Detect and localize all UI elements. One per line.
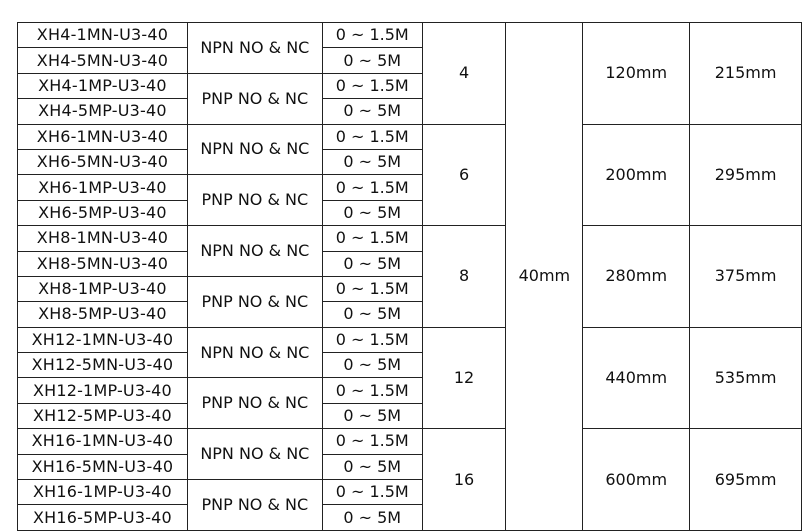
- model-cell: XH4-1MN-U3-40: [18, 23, 188, 48]
- range-cell: 0 ~ 1.5M: [322, 23, 422, 48]
- model-cell: XH16-5MP-U3-40: [18, 505, 188, 530]
- model-cell: XH6-1MP-U3-40: [18, 175, 188, 200]
- output-type-cell: PNP NO & NC: [187, 480, 322, 531]
- range-cell: 0 ~ 1.5M: [322, 276, 422, 301]
- sensor-spec-table: [17, 22, 802, 531]
- range-cell: 0 ~ 5M: [322, 48, 422, 73]
- length-cell: 40mm: [506, 23, 583, 531]
- range-cell: 0 ~ 1.5M: [322, 175, 422, 200]
- range-cell: 0 ~ 5M: [322, 454, 422, 479]
- output-type-cell: NPN NO & NC: [187, 327, 322, 378]
- model-cell: XH6-1MN-U3-40: [18, 124, 188, 149]
- table-row: [18, 226, 802, 251]
- model-cell: XH8-5MN-U3-40: [18, 251, 188, 276]
- range-cell: 0 ~ 5M: [322, 149, 422, 174]
- model-cell: XH12-5MN-U3-40: [18, 353, 188, 378]
- dimension-b-cell: 375mm: [690, 226, 802, 328]
- output-type-cell: NPN NO & NC: [187, 124, 322, 175]
- range-cell: 0 ~ 1.5M: [322, 480, 422, 505]
- model-cell: XH12-1MN-U3-40: [18, 327, 188, 352]
- model-cell: XH4-5MN-U3-40: [18, 48, 188, 73]
- range-cell: 0 ~ 5M: [322, 353, 422, 378]
- range-cell: 0 ~ 1.5M: [322, 327, 422, 352]
- dimension-b-cell: 295mm: [690, 124, 802, 226]
- table-row: [18, 429, 802, 454]
- model-cell: XH12-5MP-U3-40: [18, 403, 188, 428]
- range-cell: 0 ~ 1.5M: [322, 124, 422, 149]
- model-cell: XH4-1MP-U3-40: [18, 73, 188, 98]
- range-cell: 0 ~ 5M: [322, 200, 422, 225]
- output-type-cell: PNP NO & NC: [187, 175, 322, 226]
- range-cell: 0 ~ 5M: [322, 505, 422, 530]
- model-cell: XH6-5MP-U3-40: [18, 200, 188, 225]
- model-cell: XH4-5MP-U3-40: [18, 99, 188, 124]
- diameter-cell: 6: [422, 124, 506, 226]
- model-cell: XH16-1MP-U3-40: [18, 480, 188, 505]
- output-type-cell: NPN NO & NC: [187, 23, 322, 74]
- output-type-cell: PNP NO & NC: [187, 276, 322, 327]
- output-type-cell: NPN NO & NC: [187, 429, 322, 480]
- model-cell: XH16-5MN-U3-40: [18, 454, 188, 479]
- model-cell: XH8-1MP-U3-40: [18, 276, 188, 301]
- diameter-cell: 12: [422, 327, 506, 429]
- diameter-cell: 16: [422, 429, 506, 531]
- output-type-cell: NPN NO & NC: [187, 226, 322, 277]
- dimension-a-cell: 440mm: [583, 327, 690, 429]
- spec-table-body: [18, 23, 802, 531]
- range-cell: 0 ~ 5M: [322, 251, 422, 276]
- output-type-cell: PNP NO & NC: [187, 378, 322, 429]
- dimension-a-cell: 200mm: [583, 124, 690, 226]
- dimension-a-cell: 280mm: [583, 226, 690, 328]
- range-cell: 0 ~ 1.5M: [322, 429, 422, 454]
- dimension-a-cell: 600mm: [583, 429, 690, 531]
- model-cell: XH16-1MN-U3-40: [18, 429, 188, 454]
- table-row: [18, 124, 802, 149]
- range-cell: 0 ~ 1.5M: [322, 73, 422, 98]
- range-cell: 0 ~ 1.5M: [322, 226, 422, 251]
- model-cell: XH8-5MP-U3-40: [18, 302, 188, 327]
- range-cell: 0 ~ 1.5M: [322, 378, 422, 403]
- range-cell: 0 ~ 5M: [322, 302, 422, 327]
- model-cell: XH12-1MP-U3-40: [18, 378, 188, 403]
- model-cell: XH8-1MN-U3-40: [18, 226, 188, 251]
- dimension-b-cell: 535mm: [690, 327, 802, 429]
- diameter-cell: 8: [422, 226, 506, 328]
- diameter-cell: 4: [422, 23, 506, 125]
- output-type-cell: PNP NO & NC: [187, 73, 322, 124]
- table-row: [18, 23, 802, 48]
- dimension-a-cell: 120mm: [583, 23, 690, 125]
- model-cell: XH6-5MN-U3-40: [18, 149, 188, 174]
- range-cell: 0 ~ 5M: [322, 403, 422, 428]
- range-cell: 0 ~ 5M: [322, 99, 422, 124]
- dimension-b-cell: 215mm: [690, 23, 802, 125]
- dimension-b-cell: 695mm: [690, 429, 802, 531]
- table-row: [18, 327, 802, 352]
